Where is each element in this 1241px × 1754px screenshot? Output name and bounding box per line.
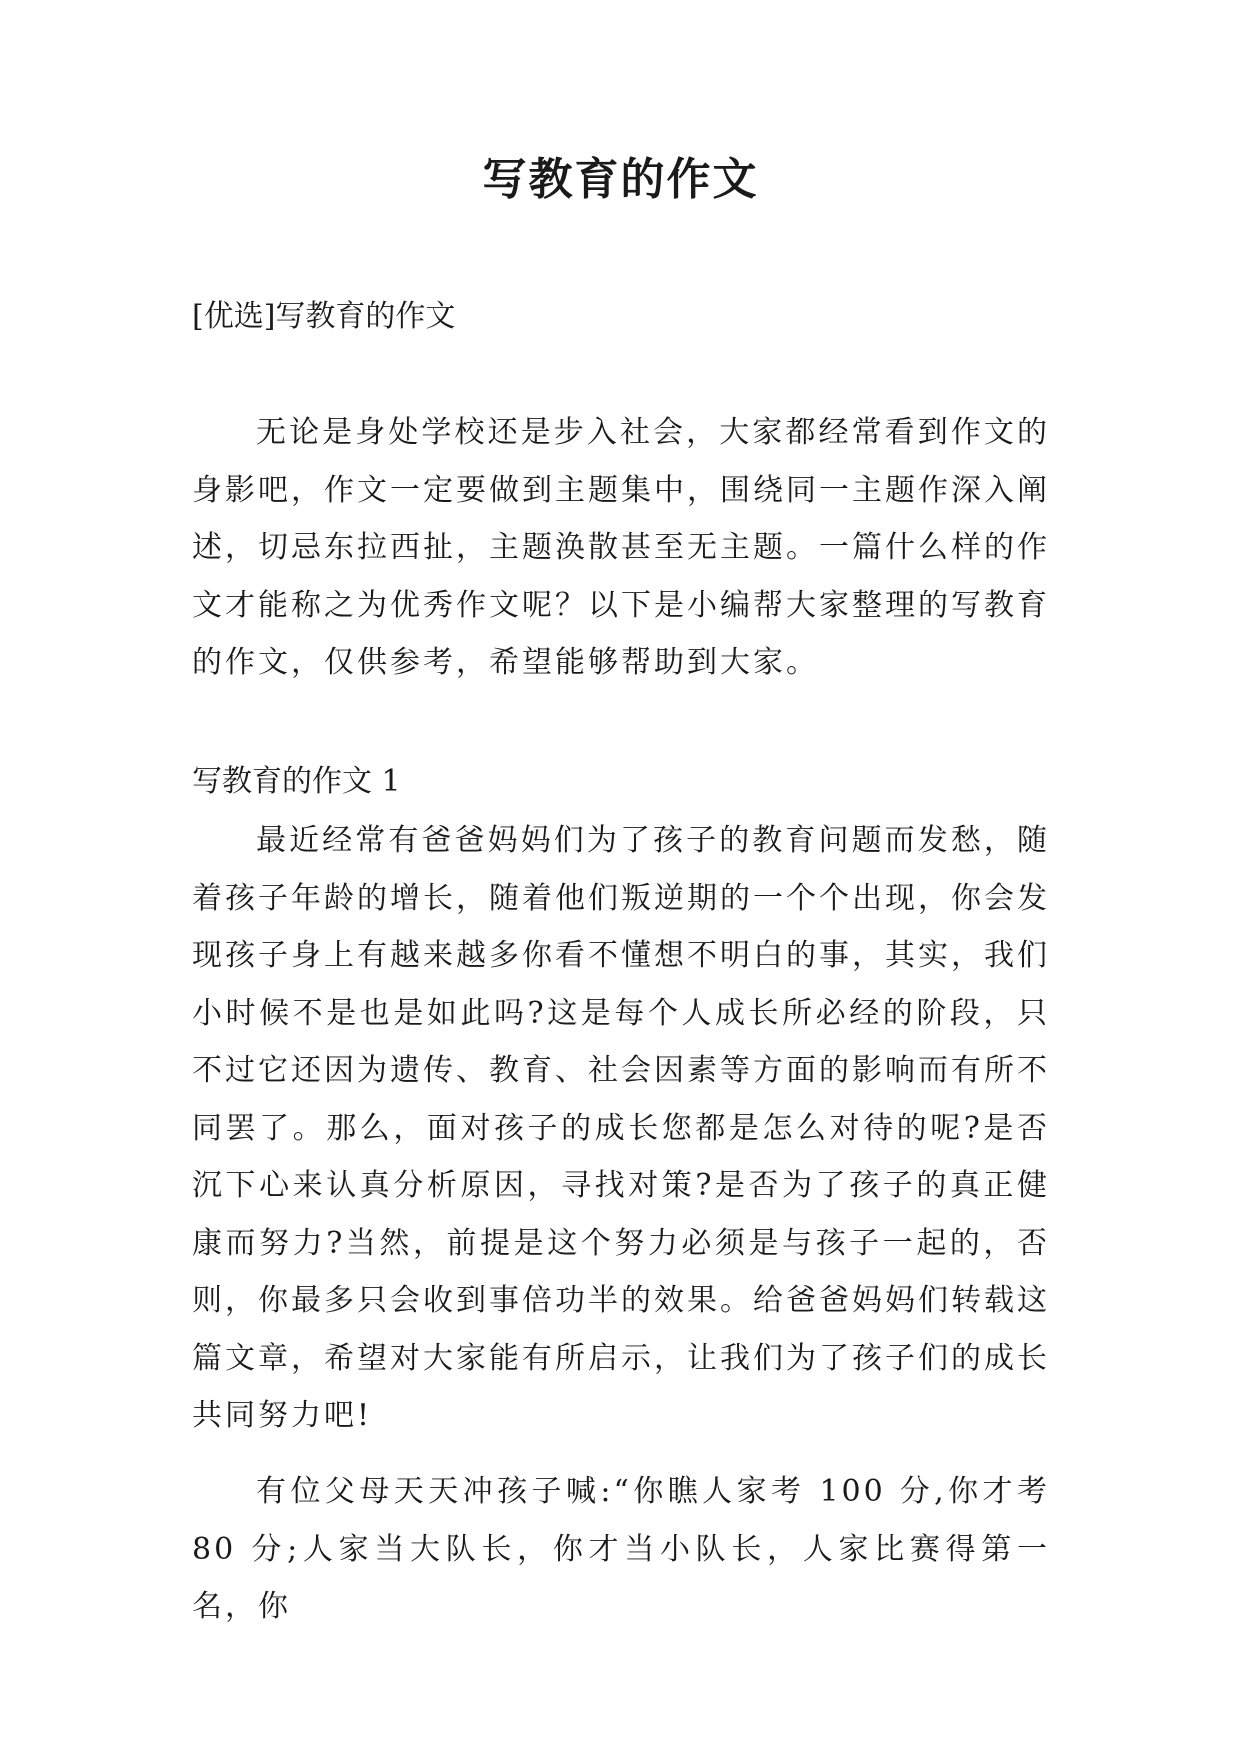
- body-paragraph: 最近经常有爸爸妈妈们为了孩子的教育问题而发愁，随着孩子年龄的增长，随着他们叛逆期的一个个出现，你会发现孩子身上有越来越多你看不懂想不明白的事，其实，我们小时候不是也是如此吗?这是每个人成长所必经的阶段，只不过它还因为遗传、教育、社会因素等方面的影响而有所不同罢了。那么，面对孩子的成长您都是怎么对待的呢?是否沉下心来认真分析原因，寻找对策?是否为了孩子的真正健康而努力?当然，前提是这个努力必须是与孩子一起的，否则，你最多只会收到事倍功半的效果。给爸爸妈妈们转载这篇文章，希望对大家能有所启示，让我们为了孩子们的成长共同努力吧!: [192, 823, 1050, 1433]
- section-heading: 写教育的作文 1: [192, 764, 401, 799]
- document-title: 写教育的作文: [482, 154, 759, 205]
- document-subtitle: [优选]写教育的作文: [192, 299, 456, 334]
- body-paragraph: 有位父母天天冲孩子喊:“你瞧人家考 100 分,你才考 80 分;人家当大队长，你才当小队长，人家比赛得第一名，你: [192, 1474, 1050, 1624]
- intro-paragraph: 无论是身处学校还是步入社会，大家都经常看到作文的身影吧，作文一定要做到主题集中，围绕同一主题作深入阐述，切忌东拉西扯，主题涣散甚至无主题。一篇什么样的作文才能称之为优秀作文呢？以下是小编帮大家整理的写教育的作文，仅供参考，希望能够帮助到大家。: [192, 415, 1050, 680]
